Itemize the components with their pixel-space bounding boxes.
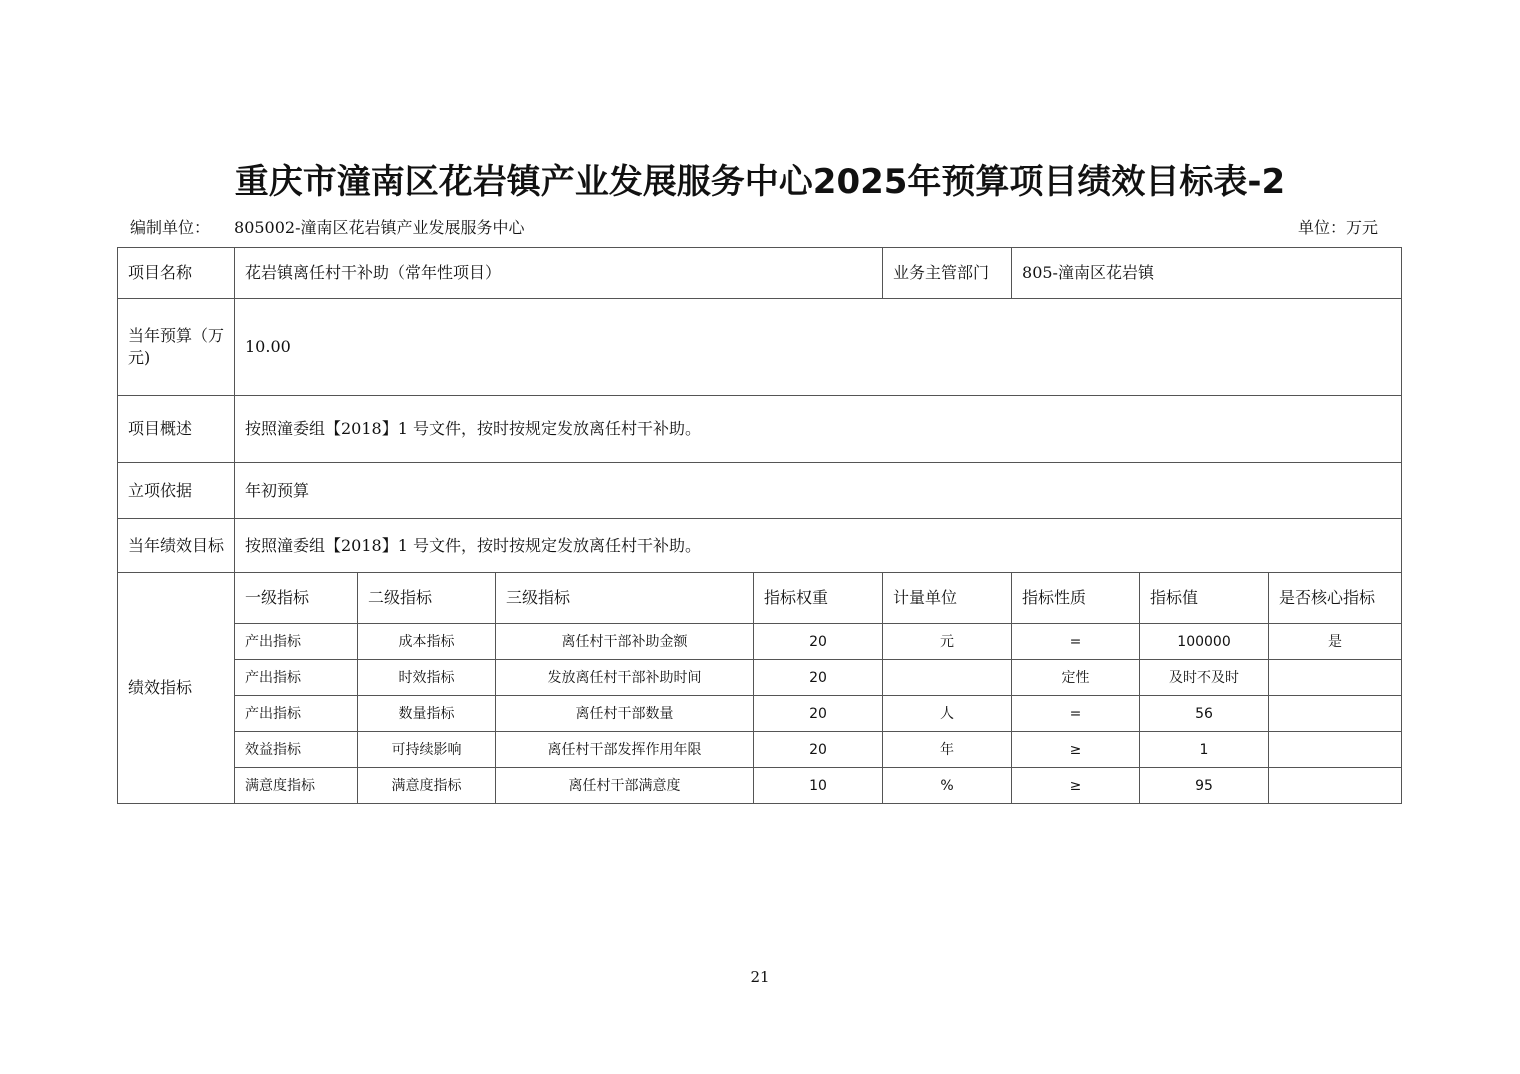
cell-weight: 10 (754, 768, 883, 804)
cell-level1: 满意度指标 (235, 768, 358, 804)
cell-nature: = (1012, 696, 1140, 732)
dept-value: 805-潼南区花岩镇 (1012, 248, 1402, 299)
summary-label: 项目概述 (118, 396, 235, 463)
header-value: 指标值 (1140, 573, 1269, 624)
cell-level3: 离任村干部补助金额 (496, 624, 754, 660)
cell-weight: 20 (754, 660, 883, 696)
cell-level1: 产出指标 (235, 660, 358, 696)
cell-level2: 成本指标 (358, 624, 496, 660)
cell-level2: 可持续影响 (358, 732, 496, 768)
table-row (118, 768, 1402, 804)
project-name-row (118, 248, 1402, 299)
cell-unit (883, 660, 1012, 696)
cell-weight: 20 (754, 696, 883, 732)
cell-value: 100000 (1140, 624, 1269, 660)
org-label: 编制单位： (130, 218, 211, 237)
cell-level1: 产出指标 (235, 624, 358, 660)
cell-value: 及时不及时 (1140, 660, 1269, 696)
performance-table (117, 247, 1402, 804)
cell-nature: ≥ (1012, 732, 1140, 768)
dept-label: 业务主管部门 (883, 248, 1012, 299)
table-row (118, 732, 1402, 768)
header-level2: 二级指标 (358, 573, 496, 624)
cell-level2: 满意度指标 (358, 768, 496, 804)
header-unit: 计量单位 (883, 573, 1012, 624)
page-number: 21 (750, 968, 770, 986)
table-row (118, 660, 1402, 696)
cell-value: 95 (1140, 768, 1269, 804)
cell-weight: 20 (754, 624, 883, 660)
goal-value: 按照潼委组【2018】1 号文件，按时按规定发放离任村干补助。 (235, 519, 1402, 573)
cell-level3: 离任村干部满意度 (496, 768, 754, 804)
budget-value: 10.00 (235, 299, 1402, 396)
header-core: 是否核心指标 (1269, 573, 1402, 624)
cell-level2: 数量指标 (358, 696, 496, 732)
goal-label: 当年绩效目标 (118, 519, 235, 573)
cell-nature: 定性 (1012, 660, 1140, 696)
basis-value: 年初预算 (235, 463, 1402, 519)
header-nature: 指标性质 (1012, 573, 1140, 624)
summary-row (118, 396, 1402, 463)
indicator-header-row (118, 573, 1402, 624)
cell-level3: 离任村干部数量 (496, 696, 754, 732)
cell-level1: 效益指标 (235, 732, 358, 768)
unit-label: 单位：万元 (1298, 218, 1379, 237)
cell-level3: 离任村干部发挥作用年限 (496, 732, 754, 768)
cell-level3: 发放离任村干部补助时间 (496, 660, 754, 696)
project-name-value: 花岩镇离任村干补助（常年性项目） (235, 248, 883, 299)
header-weight: 指标权重 (754, 573, 883, 624)
cell-nature: ≥ (1012, 768, 1140, 804)
cell-unit: 年 (883, 732, 1012, 768)
budget-row (118, 299, 1402, 396)
budget-label: 当年预算（万元) (118, 299, 235, 396)
cell-nature: = (1012, 624, 1140, 660)
summary-value: 按照潼委组【2018】1 号文件，按时按规定发放离任村干补助。 (235, 396, 1402, 463)
cell-core (1269, 696, 1402, 732)
cell-core (1269, 732, 1402, 768)
cell-weight: 20 (754, 732, 883, 768)
page-title: 重庆市潼南区花岩镇产业发展服务中心2025年预算项目绩效目标表-2 (234, 162, 1286, 202)
cell-unit: 元 (883, 624, 1012, 660)
cell-value: 1 (1140, 732, 1269, 768)
org-info (130, 215, 525, 238)
table-row (118, 696, 1402, 732)
basis-label: 立项依据 (118, 463, 235, 519)
project-name-label: 项目名称 (118, 248, 235, 299)
cell-level1: 产出指标 (235, 696, 358, 732)
basis-row (118, 463, 1402, 519)
cell-unit: 人 (883, 696, 1012, 732)
cell-value: 56 (1140, 696, 1269, 732)
cell-level2: 时效指标 (358, 660, 496, 696)
cell-core (1269, 768, 1402, 804)
goal-row (118, 519, 1402, 573)
table-row (118, 624, 1402, 660)
cell-core (1269, 660, 1402, 696)
org-value: 805002-潼南区花岩镇产业发展服务中心 (234, 218, 525, 237)
indicators-section-label: 绩效指标 (118, 573, 235, 804)
cell-unit: % (883, 768, 1012, 804)
cell-core: 是 (1269, 624, 1402, 660)
header-level3: 三级指标 (496, 573, 754, 624)
header-level1: 一级指标 (235, 573, 358, 624)
